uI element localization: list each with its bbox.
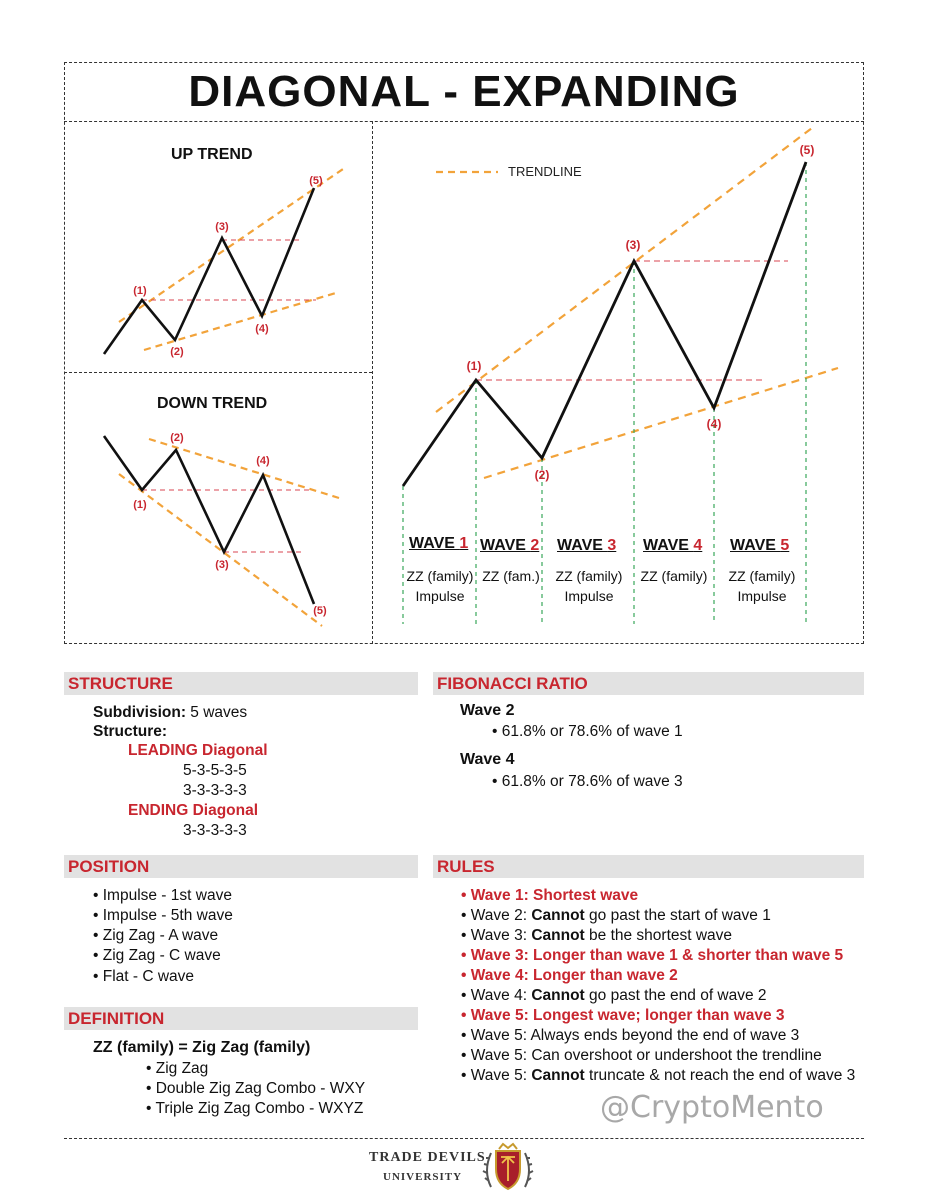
definition-term: ZZ (family) = Zig Zag (family) xyxy=(93,1039,311,1056)
ending-value-1: 3-3-3-3-3 xyxy=(183,822,247,839)
leading-diagonal-label: LEADING Diagonal xyxy=(128,742,268,759)
fib-wave-2-ratio: • 61.8% or 78.6% of wave 1 xyxy=(492,723,683,740)
wave-2-label: WAVE 2 xyxy=(480,537,540,554)
main-point-2: (2) xyxy=(534,468,550,482)
down-point-3: (3) xyxy=(215,559,229,571)
definition-item: • Triple Zig Zag Combo - WXYZ xyxy=(146,1100,364,1117)
up-point-5: (5) xyxy=(309,175,323,187)
structure-label: Structure: xyxy=(93,723,168,740)
main-point-1: (1) xyxy=(466,359,482,373)
wave-3-desc: ZZ (family) Impulse xyxy=(555,568,623,604)
main-lower-trendline xyxy=(484,368,838,478)
main-point-5: (5) xyxy=(799,143,815,157)
leading-value-2: 3-3-3-3-3 xyxy=(183,782,247,799)
position-heading: POSITION xyxy=(64,855,418,878)
up-point-4: (4) xyxy=(255,323,269,335)
up-wave-path xyxy=(104,188,314,354)
structure-heading: STRUCTURE xyxy=(64,672,418,695)
wave-1-label: WAVE 1 xyxy=(409,535,469,552)
down-point-1: (1) xyxy=(133,499,147,511)
rule-item: • Wave 3: Cannot be the shortest wave xyxy=(461,927,733,944)
wave-1-desc: ZZ (family) Impulse xyxy=(406,568,474,604)
main-point-3: (3) xyxy=(625,238,641,252)
down-trend-chart xyxy=(64,374,372,644)
fib-wave-4-ratio: • 61.8% or 78.6% of wave 3 xyxy=(492,773,683,790)
fib-wave-2: Wave 2 xyxy=(460,702,515,719)
rule-item: • Wave 5: Longest wave; longer than wave 3 xyxy=(461,1007,785,1024)
main-upper-trendline xyxy=(436,128,812,412)
down-wave-path xyxy=(104,436,314,604)
footer-divider xyxy=(64,1138,864,1139)
legend-trendline-label: TRENDLINE xyxy=(508,164,582,179)
panel-horizontal-divider xyxy=(64,372,372,373)
up-point-1: (1) xyxy=(133,285,147,297)
ending-diagonal-label: ENDING Diagonal xyxy=(128,802,259,819)
wave-5-desc: ZZ (family) Impulse xyxy=(728,568,796,604)
leading-value-1: 5-3-5-3-5 xyxy=(183,762,247,779)
rule-item: • Wave 4: Longer than wave 2 xyxy=(461,967,678,984)
rule-item: • Wave 5: Cannot truncate & not reach the end of wave 3 xyxy=(461,1067,856,1084)
logo-line-1: TRADE DEVILS xyxy=(369,1150,486,1165)
up-point-2: (2) xyxy=(170,346,184,358)
down-trend-label: DOWN TREND xyxy=(157,395,268,412)
wave-5-label: WAVE 5 xyxy=(730,537,790,554)
position-item: • Flat - C wave xyxy=(93,968,195,985)
up-lower-trendline xyxy=(144,292,339,350)
rule-item: • Wave 1: Shortest wave xyxy=(461,887,639,904)
wave-4-desc: ZZ (family) xyxy=(640,568,708,584)
wave-2-desc: ZZ (fam.) xyxy=(482,568,540,584)
position-item: • Zig Zag - A wave xyxy=(93,927,219,944)
page-title: DIAGONAL - EXPANDING xyxy=(188,67,740,116)
down-point-4: (4) xyxy=(256,455,270,467)
watermark: @CryptoMento xyxy=(600,1090,824,1125)
fib-wave-4: Wave 4 xyxy=(460,751,515,768)
panel-vertical-divider xyxy=(372,121,373,644)
rule-item: • Wave 2: Cannot go past the start of wave 1 xyxy=(461,907,771,924)
structure-subdivision: Subdivision: 5 waves xyxy=(93,704,248,721)
position-item: • Impulse - 5th wave xyxy=(93,907,233,924)
definition-heading: DEFINITION xyxy=(64,1007,418,1030)
down-upper-trendline xyxy=(149,439,339,498)
down-point-2: (2) xyxy=(170,432,184,444)
rule-item: • Wave 5: Always ends beyond the end of wave 3 xyxy=(461,1027,800,1044)
main-wave-path xyxy=(403,162,806,486)
up-trend-chart xyxy=(64,122,372,372)
position-item: • Impulse - 1st wave xyxy=(93,887,232,904)
up-point-3: (3) xyxy=(215,221,229,233)
logo-line-2: UNIVERSITY xyxy=(383,1171,463,1183)
rule-item: • Wave 4: Cannot go past the end of wave 2 xyxy=(461,987,767,1004)
rule-item: • Wave 5: Can overshoot or undershoot the trendline xyxy=(461,1047,822,1064)
rule-item: • Wave 3: Longer than wave 1 & shorter than wave 5 xyxy=(461,947,844,964)
main-point-4: (4) xyxy=(706,417,722,431)
definition-item: • Double Zig Zag Combo - WXY xyxy=(146,1080,366,1097)
up-trend-label: UP TREND xyxy=(171,146,253,163)
wave-4-label: WAVE 4 xyxy=(643,537,703,554)
logo-crest-icon xyxy=(481,1141,535,1197)
down-point-5: (5) xyxy=(313,605,327,617)
fibonacci-heading: FIBONACCI RATIO xyxy=(433,672,864,695)
rules-heading: RULES xyxy=(433,855,864,878)
wave-3-label: WAVE 3 xyxy=(557,537,617,554)
definition-item: • Zig Zag xyxy=(146,1060,209,1077)
position-item: • Zig Zag - C wave xyxy=(93,947,221,964)
